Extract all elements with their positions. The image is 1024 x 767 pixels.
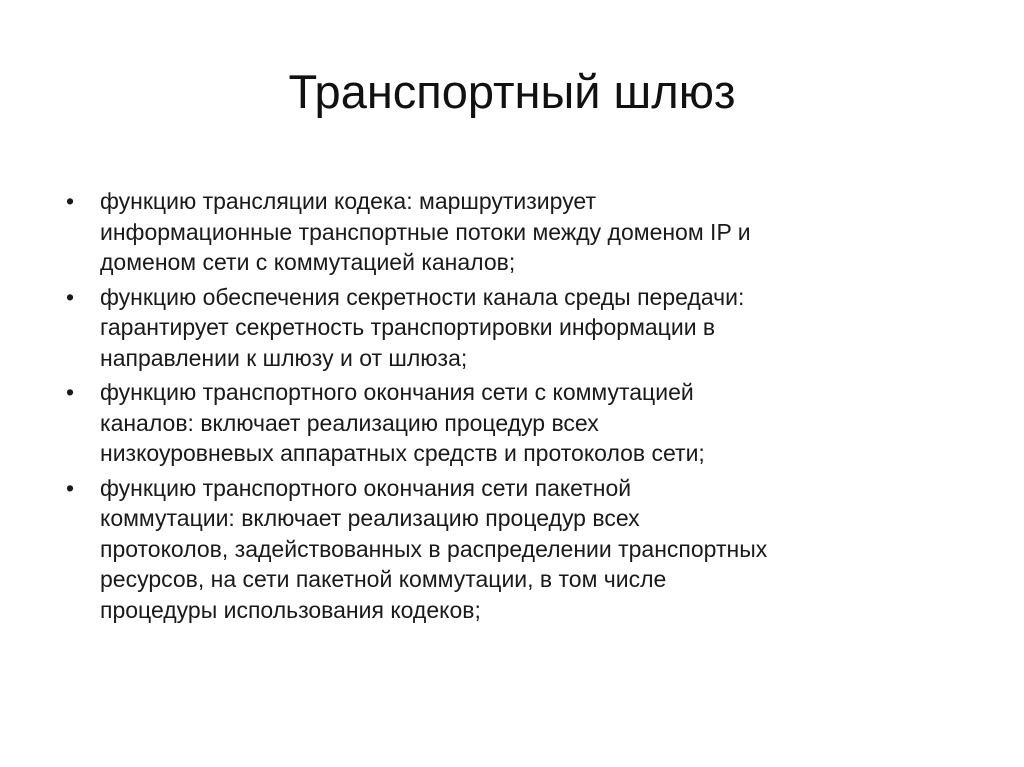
- bullet-text: функцию трансляции кодека: маршрутизирует информационные транспортные потоки между доменом IP и доменом сети с коммутацией каналов;: [100, 188, 751, 275]
- bullet-text: функцию транспортного окончания сети пакетной коммутации: включает реализацию процедур всех протоколов, задействованных в распределении транспортных ресурсов, на сети пакетной коммутации, в том числе процедуры использования кодеков;: [100, 474, 768, 623]
- bullet-item: [60, 377, 960, 469]
- bullet-text: функцию обеспечения секретности канала среды передачи: гарантирует секретность транспортировки информации в направлении к шлюзу и от шлюза;: [100, 283, 745, 371]
- bullet-item: [60, 473, 960, 626]
- bullet-item: [60, 282, 960, 374]
- bullet-list: [60, 186, 960, 629]
- bullet-text: функцию транспортного окончания сети с коммутацией каналов: включает реализацию процедур всех низкоуровневых аппаратных средств и протоколов сети;: [100, 379, 705, 466]
- bullet-dot-icon: •: [65, 379, 75, 405]
- slide-title: Транспортный шлюз: [288, 65, 736, 118]
- bullet-dot-icon: •: [65, 474, 75, 501]
- bullet-dot-icon: •: [65, 188, 75, 214]
- bullet-dot-icon: •: [65, 283, 75, 310]
- bullet-item: [60, 186, 960, 278]
